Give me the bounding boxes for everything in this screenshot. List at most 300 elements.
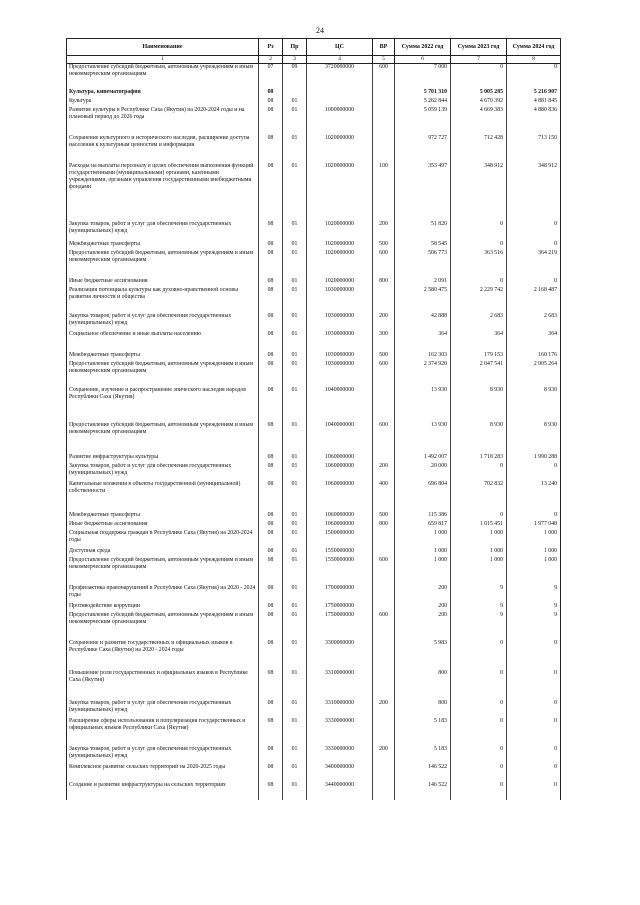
- cell-pr: 01: [283, 530, 307, 548]
- cell-cs: 3440000000: [307, 782, 373, 800]
- cell-vr: 600: [373, 250, 395, 278]
- cell-cs: 1030000000: [307, 331, 373, 352]
- cell-vr: [373, 81, 395, 89]
- cell-sum-2024: [507, 81, 561, 89]
- cell-sum-2023: 2 047 541: [451, 361, 507, 387]
- header-sum-2024: Сумма 2024 год: [507, 39, 561, 56]
- cell-pr: 01: [283, 361, 307, 387]
- table-row: [67, 640, 561, 670]
- cell-sum-2024: 0: [507, 64, 561, 81]
- cell-pr: 01: [283, 163, 307, 221]
- column-number: 3: [283, 56, 307, 64]
- cell-sum-2024: 0: [507, 463, 561, 481]
- table-row: [67, 135, 561, 163]
- cell-rz: 08: [259, 521, 283, 530]
- cell-cs: 1040000000: [307, 387, 373, 422]
- cell-sum-2023: 1 000: [451, 530, 507, 548]
- cell-sum-2022: 13 930: [395, 422, 451, 454]
- cell-vr: 600: [373, 64, 395, 81]
- cell-name: Закупка товаров, работ и услуг для обеспечения государственных (муниципальных) нужд: [67, 746, 259, 764]
- table-row: [67, 422, 561, 454]
- cell-rz: 08: [259, 422, 283, 454]
- cell-cs: 1750000000: [307, 612, 373, 640]
- cell-name: Доступная среда: [67, 548, 259, 557]
- table-row: [67, 603, 561, 612]
- table-row: [67, 278, 561, 287]
- cell-name: Социальная поддержка граждан в Республике Саха (Якутия) на 2020-2024 годы: [67, 530, 259, 548]
- cell-sum-2023: 4 669 383: [451, 107, 507, 135]
- cell-rz: 08: [259, 221, 283, 241]
- cell-sum-2022: 146 522: [395, 764, 451, 782]
- cell-sum-2022: 696 804: [395, 481, 451, 512]
- cell-sum-2023: 9: [451, 585, 507, 603]
- cell-pr: 01: [283, 278, 307, 287]
- cell-sum-2023: 1 015 451: [451, 521, 507, 530]
- cell-vr: [373, 454, 395, 463]
- cell-vr: [373, 718, 395, 746]
- cell-cs: 1060000000: [307, 463, 373, 481]
- cell-sum-2023: 363 516: [451, 250, 507, 278]
- cell-name: Комплексное развитие сельских территорий на 2020-2025 годы: [67, 764, 259, 782]
- column-number: 7: [451, 56, 507, 64]
- cell-sum-2024: 0: [507, 746, 561, 764]
- cell-cs: 1020000000: [307, 241, 373, 250]
- cell-name: Межбюджетные трансферты: [67, 352, 259, 361]
- cell-vr: [373, 107, 395, 135]
- cell-rz: 08: [259, 718, 283, 746]
- cell-rz: 08: [259, 585, 283, 603]
- cell-rz: 08: [259, 331, 283, 352]
- cell-sum-2024: 0: [507, 241, 561, 250]
- cell-vr: [373, 603, 395, 612]
- cell-name: Межбюджетные трансферты: [67, 241, 259, 250]
- cell-pr: 01: [283, 463, 307, 481]
- table-row: [67, 387, 561, 422]
- cell-rz: 08: [259, 352, 283, 361]
- cell-pr: 01: [283, 612, 307, 640]
- cell-vr: 800: [373, 278, 395, 287]
- cell-sum-2022: [395, 81, 451, 89]
- cell-vr: [373, 387, 395, 422]
- cell-name: Расширение сферы использования и популяризация государственных и официальных языков Республики Саха (Якутия): [67, 718, 259, 746]
- header-rz: Рз: [259, 39, 283, 56]
- cell-sum-2023: 0: [451, 241, 507, 250]
- cell-vr: [373, 98, 395, 107]
- cell-sum-2022: 972 727: [395, 135, 451, 163]
- cell-sum-2024: 0: [507, 670, 561, 700]
- cell-cs: 1020000000: [307, 163, 373, 221]
- cell-sum-2024: 364: [507, 331, 561, 352]
- cell-name: Закупка товаров, работ и услуг для обеспечения государственных (муниципальных) нужд: [67, 463, 259, 481]
- table-row: [67, 746, 561, 764]
- cell-sum-2024: 9: [507, 603, 561, 612]
- cell-name: Закупка товаров, работ и услуг для обеспечения государственных (муниципальных) нужд: [67, 313, 259, 331]
- cell-sum-2023: 179 153: [451, 352, 507, 361]
- cell-cs: 1550000000: [307, 548, 373, 557]
- cell-cs: 1060000000: [307, 481, 373, 512]
- cell-name: Расходы на выплаты персоналу в целях обеспечения выполнения функций государственными (муниципальными) органами, казенными учреждениями, органами управления государственными внебюджетными фондами: [67, 163, 259, 221]
- cell-sum-2023: 712 428: [451, 135, 507, 163]
- table-row: [67, 557, 561, 585]
- cell-cs: 1060000000: [307, 512, 373, 521]
- cell-sum-2023: 1 718 283: [451, 454, 507, 463]
- table-row: [67, 700, 561, 718]
- cell-name: Предоставление субсидий бюджетным, автономным учреждениям и иным некоммерческим организациям: [67, 612, 259, 640]
- cell-rz: 08: [259, 700, 283, 718]
- cell-sum-2024: 0: [507, 700, 561, 718]
- cell-vr: 600: [373, 557, 395, 585]
- cell-rz: 08: [259, 548, 283, 557]
- cell-sum-2022: 2 091: [395, 278, 451, 287]
- table-row: [67, 313, 561, 331]
- cell-vr: [373, 530, 395, 548]
- table-row: [67, 361, 561, 387]
- cell-sum-2023: 364: [451, 331, 507, 352]
- cell-pr: 01: [283, 521, 307, 530]
- cell-name: Предоставление субсидий бюджетным, автономным учреждениям и иным некоммерческим организациям: [67, 557, 259, 585]
- cell-sum-2024: 2 005 264: [507, 361, 561, 387]
- cell-sum-2024: 4 880 836: [507, 107, 561, 135]
- cell-vr: [373, 548, 395, 557]
- cell-pr: 01: [283, 670, 307, 700]
- cell-pr: 01: [283, 782, 307, 800]
- cell-cs: 1030000000: [307, 361, 373, 387]
- cell-sum-2023: 0: [451, 278, 507, 287]
- cell-rz: 08: [259, 481, 283, 512]
- cell-cs: 1030000000: [307, 313, 373, 331]
- table-row: [67, 481, 561, 512]
- cell-vr: 800: [373, 521, 395, 530]
- cell-rz: 08: [259, 250, 283, 278]
- header-row: [67, 39, 561, 56]
- cell-sum-2024: 13 240: [507, 481, 561, 512]
- cell-sum-2023: 9: [451, 603, 507, 612]
- cell-cs: 3330000000: [307, 746, 373, 764]
- cell-name: [67, 81, 259, 89]
- cell-sum-2022: 51 820: [395, 221, 451, 241]
- column-number: 6: [395, 56, 451, 64]
- cell-sum-2022: 2 580 475: [395, 287, 451, 313]
- cell-name: Предоставление субсидий бюджетным, автономным учреждениям и иным некоммерческим организациям: [67, 250, 259, 278]
- cell-vr: [373, 287, 395, 313]
- cell-name: Профилактика правонарушений в Республике Саха (Якутия) на 2020 - 2024 годы: [67, 585, 259, 603]
- table-row: [67, 64, 561, 81]
- cell-cs: 1030000000: [307, 287, 373, 313]
- cell-sum-2024: 9: [507, 612, 561, 640]
- table-row: [67, 163, 561, 221]
- cell-sum-2024: 0: [507, 512, 561, 521]
- cell-cs: 1550000000: [307, 557, 373, 585]
- cell-rz: 08: [259, 287, 283, 313]
- cell-sum-2024: 364 219: [507, 250, 561, 278]
- cell-sum-2022: 1 000: [395, 530, 451, 548]
- cell-pr: 01: [283, 241, 307, 250]
- cell-sum-2022: 200: [395, 603, 451, 612]
- cell-cs: 1020000000: [307, 278, 373, 287]
- cell-sum-2023: 348 912: [451, 163, 507, 221]
- cell-sum-2024: 1 977 048: [507, 521, 561, 530]
- cell-vr: 600: [373, 422, 395, 454]
- cell-sum-2023: 0: [451, 782, 507, 800]
- table-row: [67, 221, 561, 241]
- cell-pr: 01: [283, 387, 307, 422]
- column-number: 1: [67, 56, 259, 64]
- cell-vr: 200: [373, 313, 395, 331]
- cell-cs: 1020000000: [307, 250, 373, 278]
- cell-sum-2024: 348 912: [507, 163, 561, 221]
- cell-rz: 08: [259, 454, 283, 463]
- cell-vr: 400: [373, 481, 395, 512]
- cell-sum-2022: 162 303: [395, 352, 451, 361]
- cell-pr: 01: [283, 331, 307, 352]
- cell-sum-2024: 0: [507, 221, 561, 241]
- cell-rz: 08: [259, 512, 283, 521]
- cell-pr: 01: [283, 287, 307, 313]
- cell-pr: 01: [283, 454, 307, 463]
- cell-rz: 08: [259, 98, 283, 107]
- cell-name: Сохранение культурного и исторического наследия, расширение доступа населения к культурным ценностям и информации: [67, 135, 259, 163]
- cell-cs: 1020000000: [307, 221, 373, 241]
- cell-sum-2023: [451, 81, 507, 89]
- cell-sum-2022: 42 888: [395, 313, 451, 331]
- cell-sum-2023: 2 683: [451, 313, 507, 331]
- cell-pr: 01: [283, 640, 307, 670]
- cell-rz: 08: [259, 107, 283, 135]
- cell-sum-2022: 5 262 844: [395, 98, 451, 107]
- cell-pr: 01: [283, 313, 307, 331]
- cell-pr: 01: [283, 221, 307, 241]
- table-row: [67, 331, 561, 352]
- cell-sum-2022: 58 545: [395, 241, 451, 250]
- budget-table: [66, 38, 561, 800]
- table-row: [67, 463, 561, 481]
- cell-vr: 100: [373, 163, 395, 221]
- cell-rz: 08: [259, 612, 283, 640]
- cell-pr: 01: [283, 746, 307, 764]
- cell-cs: 1060000000: [307, 521, 373, 530]
- cell-sum-2024: 0: [507, 278, 561, 287]
- cell-vr: 200: [373, 746, 395, 764]
- cell-sum-2023: 9: [451, 612, 507, 640]
- cell-vr: 200: [373, 221, 395, 241]
- cell-cs: 1500000000: [307, 530, 373, 548]
- table-row: [67, 764, 561, 782]
- table-row: [67, 718, 561, 746]
- cell-sum-2022: 659 817: [395, 521, 451, 530]
- cell-pr: 01: [283, 422, 307, 454]
- table-row: [67, 530, 561, 548]
- cell-sum-2024: 0: [507, 718, 561, 746]
- cell-sum-2022: 5 059 139: [395, 107, 451, 135]
- cell-pr: 01: [283, 700, 307, 718]
- cell-sum-2022: 200: [395, 585, 451, 603]
- table-row: [67, 241, 561, 250]
- cell-name: Противодействие коррупции: [67, 603, 259, 612]
- cell-sum-2023: 1 000: [451, 548, 507, 557]
- cell-name: Культура: [67, 98, 259, 107]
- cell-sum-2022: 1 000: [395, 557, 451, 585]
- cell-rz: 08: [259, 782, 283, 800]
- cell-vr: 600: [373, 361, 395, 387]
- cell-sum-2024: 1 000: [507, 548, 561, 557]
- cell-sum-2023: 702 832: [451, 481, 507, 512]
- cell-name: Иные бюджетные ассигнования: [67, 278, 259, 287]
- cell-vr: 200: [373, 463, 395, 481]
- cell-rz: 08: [259, 746, 283, 764]
- column-number: 4: [307, 56, 373, 64]
- cell-rz: 08: [259, 241, 283, 250]
- table-row: [67, 89, 561, 98]
- cell-rz: 08: [259, 670, 283, 700]
- cell-cs: 3310000000: [307, 670, 373, 700]
- cell-vr: 500: [373, 241, 395, 250]
- cell-rz: 08: [259, 361, 283, 387]
- cell-sum-2023: 8 930: [451, 387, 507, 422]
- cell-pr: 01: [283, 107, 307, 135]
- cell-vr: [373, 89, 395, 98]
- cell-pr: 01: [283, 98, 307, 107]
- cell-sum-2023: 0: [451, 463, 507, 481]
- cell-name: Закупка товаров, работ и услуг для обеспечения государственных (муниципальных) нужд: [67, 221, 259, 241]
- table-row: [67, 521, 561, 530]
- column-number: 2: [259, 56, 283, 64]
- cell-cs: [307, 81, 373, 89]
- cell-sum-2022: 506 773: [395, 250, 451, 278]
- cell-cs: 3310000000: [307, 700, 373, 718]
- cell-sum-2023: 0: [451, 718, 507, 746]
- column-number: 5: [373, 56, 395, 64]
- cell-rz: 08: [259, 764, 283, 782]
- cell-rz: 08: [259, 387, 283, 422]
- cell-rz: 08: [259, 313, 283, 331]
- cell-sum-2023: 0: [451, 764, 507, 782]
- cell-cs: 1040000000: [307, 422, 373, 454]
- cell-pr: 01: [283, 718, 307, 746]
- cell-sum-2024: 5 216 907: [507, 89, 561, 98]
- table-row: [67, 548, 561, 557]
- cell-cs: 1030000000: [307, 352, 373, 361]
- cell-sum-2023: 4 670 392: [451, 98, 507, 107]
- table-row: [67, 612, 561, 640]
- table-row: [67, 287, 561, 313]
- cell-cs: 1020000000: [307, 135, 373, 163]
- table-row: [67, 670, 561, 700]
- cell-sum-2023: 0: [451, 221, 507, 241]
- header-sum-2023: Сумма 2023 год: [451, 39, 507, 56]
- cell-sum-2024: 0: [507, 640, 561, 670]
- table-row: [67, 250, 561, 278]
- cell-name: Предоставление субсидий бюджетным, автономным учреждениям и иным некоммерческим организациям: [67, 361, 259, 387]
- cell-pr: 01: [283, 481, 307, 512]
- cell-name: Межбюджетные трансферты: [67, 512, 259, 521]
- cell-sum-2022: 5 983: [395, 640, 451, 670]
- table-row: [67, 454, 561, 463]
- cell-pr: 01: [283, 135, 307, 163]
- table-row: [67, 81, 561, 89]
- cell-sum-2022: 20 000: [395, 463, 451, 481]
- cell-cs: 1000000000: [307, 107, 373, 135]
- cell-vr: 300: [373, 331, 395, 352]
- cell-sum-2022: 1 000: [395, 548, 451, 557]
- cell-name: Иные бюджетные ассигнования: [67, 521, 259, 530]
- cell-cs: 1060000000: [307, 454, 373, 463]
- header-cs: ЦС: [307, 39, 373, 56]
- cell-sum-2022: 13 930: [395, 387, 451, 422]
- cell-vr: 200: [373, 700, 395, 718]
- cell-rz: 08: [259, 463, 283, 481]
- cell-sum-2023: 0: [451, 64, 507, 81]
- cell-rz: 07: [259, 64, 283, 81]
- cell-sum-2022: 200: [395, 612, 451, 640]
- cell-sum-2023: 0: [451, 746, 507, 764]
- table-row: [67, 512, 561, 521]
- cell-sum-2023: 0: [451, 700, 507, 718]
- cell-sum-2024: 8 930: [507, 387, 561, 422]
- header-pr: Пр: [283, 39, 307, 56]
- cell-name: Культура, кинематография: [67, 89, 259, 98]
- cell-sum-2022: 800: [395, 670, 451, 700]
- cell-rz: 08: [259, 163, 283, 221]
- cell-sum-2023: 5 005 285: [451, 89, 507, 98]
- cell-rz: [259, 81, 283, 89]
- cell-sum-2022: 7 000: [395, 64, 451, 81]
- cell-sum-2024: 2 683: [507, 313, 561, 331]
- cell-cs: 1750000000: [307, 603, 373, 612]
- cell-pr: 01: [283, 548, 307, 557]
- cell-vr: 500: [373, 352, 395, 361]
- cell-rz: 08: [259, 135, 283, 163]
- cell-sum-2024: 1 000: [507, 557, 561, 585]
- table-body: [67, 64, 561, 800]
- cell-cs: 3300000000: [307, 640, 373, 670]
- cell-sum-2023: 8 930: [451, 422, 507, 454]
- header-sum-2022: Сумма 2022 год: [395, 39, 451, 56]
- cell-pr: 01: [283, 585, 307, 603]
- cell-pr: 01: [283, 764, 307, 782]
- table-row: [67, 782, 561, 800]
- cell-sum-2022: 115 386: [395, 512, 451, 521]
- cell-pr: 01: [283, 250, 307, 278]
- cell-rz: 08: [259, 603, 283, 612]
- table-row: [67, 98, 561, 107]
- cell-cs: 3400000000: [307, 764, 373, 782]
- cell-name: Повышение роли государственных и официальных языков в Республике Саха (Якутия): [67, 670, 259, 700]
- header-vr: ВР: [373, 39, 395, 56]
- cell-sum-2024: 2 168 487: [507, 287, 561, 313]
- cell-rz: 08: [259, 557, 283, 585]
- cell-sum-2023: 0: [451, 670, 507, 700]
- cell-sum-2023: 2 229 742: [451, 287, 507, 313]
- cell-name: Развитие культуры в Республике Саха (Якутия) на 2020-2024 годы и на плановый период до 2026 года: [67, 107, 259, 135]
- table-row: [67, 107, 561, 135]
- table-row: [67, 352, 561, 361]
- cell-name: Социальное обеспечение и иные выплаты населению: [67, 331, 259, 352]
- column-number-row: [67, 56, 561, 64]
- cell-sum-2024: 160 176: [507, 352, 561, 361]
- cell-rz: 08: [259, 640, 283, 670]
- cell-pr: [283, 89, 307, 98]
- cell-sum-2024: 1 000: [507, 530, 561, 548]
- cell-name: Капитальные вложения в объекты государственной (муниципальной) собственности: [67, 481, 259, 512]
- cell-pr: 01: [283, 557, 307, 585]
- cell-name: Предоставление субсидий бюджетным, автономным учреждениям и иным некоммерческим организациям: [67, 422, 259, 454]
- cell-sum-2022: 800: [395, 700, 451, 718]
- cell-name: Сохранение, изучение и распространение эпического наследия народов Республики Саха (Якутия): [67, 387, 259, 422]
- cell-sum-2024: 4 881 845: [507, 98, 561, 107]
- cell-sum-2022: 353 497: [395, 163, 451, 221]
- cell-pr: 09: [283, 64, 307, 81]
- cell-cs: [307, 89, 373, 98]
